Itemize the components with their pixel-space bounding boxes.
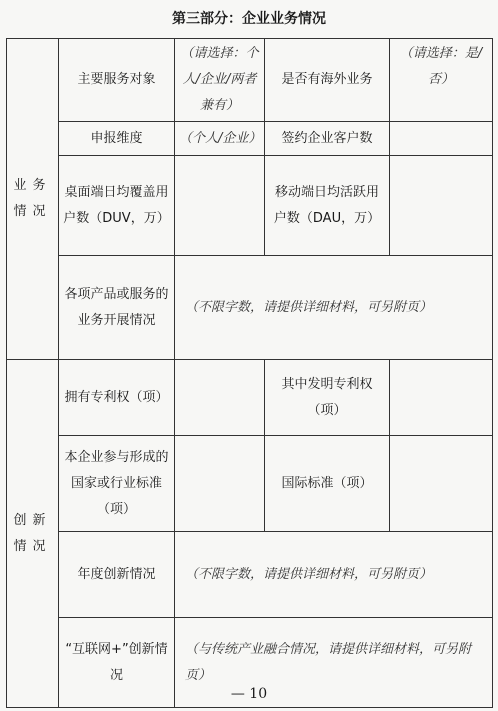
reporting-dimension-field[interactable]: （个人/企业） [175,122,265,156]
products-field[interactable]: （不限字数，请提供详细材料，可另附页） [175,256,493,360]
international-standards-label: 国际标准（项） [265,436,390,532]
reporting-dimension-label: 申报维度 [59,122,175,156]
invention-patents-label: 其中发明专利权（项） [265,360,390,436]
national-standards-field[interactable] [175,436,265,532]
mobile-dau-field[interactable] [390,156,493,256]
products-label: 各项产品或服务的业务开展情况 [59,256,175,360]
row-reporting-dimension [7,122,493,156]
international-standards-field[interactable] [390,436,493,532]
desktop-duv-field[interactable] [175,156,265,256]
overseas-business-field[interactable]: （请选择：是/否） [390,39,493,122]
row-standards [7,436,493,532]
signed-customers-label: 签约企业客户数 [265,122,390,156]
desktop-duv-label: 桌面端日均覆盖用户数（DUV，万） [59,156,175,256]
internet-plus-label: “互联网+”创新情况 [59,618,175,708]
overseas-business-label: 是否有海外业务 [265,39,390,122]
national-standards-label: 本企业参与形成的国家或行业标准（项） [59,436,175,532]
row-products [7,256,493,360]
patents-label: 拥有专利权（项） [59,360,175,436]
page-number: — 10 [230,686,268,702]
row-annual-innovation [7,532,493,618]
mobile-dau-label: 移动端日均活跃用户数（DAU，万） [265,156,390,256]
row-patents [7,360,493,436]
row-service-target [7,39,493,122]
annual-innovation-field[interactable]: （不限字数，请提供详细材料，可另附页） [175,532,493,618]
business-section-label: 业务情况 [7,39,59,360]
invention-patents-field[interactable] [390,360,493,436]
annual-innovation-label: 年度创新情况 [59,532,175,618]
signed-customers-field[interactable] [390,122,493,156]
page-title: 第三部分：企业业务情况 [172,11,326,27]
main-service-target-field[interactable]: （请选择：个人/企业/两者兼有） [175,39,265,122]
business-innovation-form [6,38,493,708]
innovation-section-label: 创新情况 [7,360,59,708]
internet-plus-field[interactable]: （与传统产业融合情况，请提供详细材料，可另附页） [175,618,493,708]
row-user-counts [7,156,493,256]
main-service-target-label: 主要服务对象 [59,39,175,122]
patents-field[interactable] [175,360,265,436]
